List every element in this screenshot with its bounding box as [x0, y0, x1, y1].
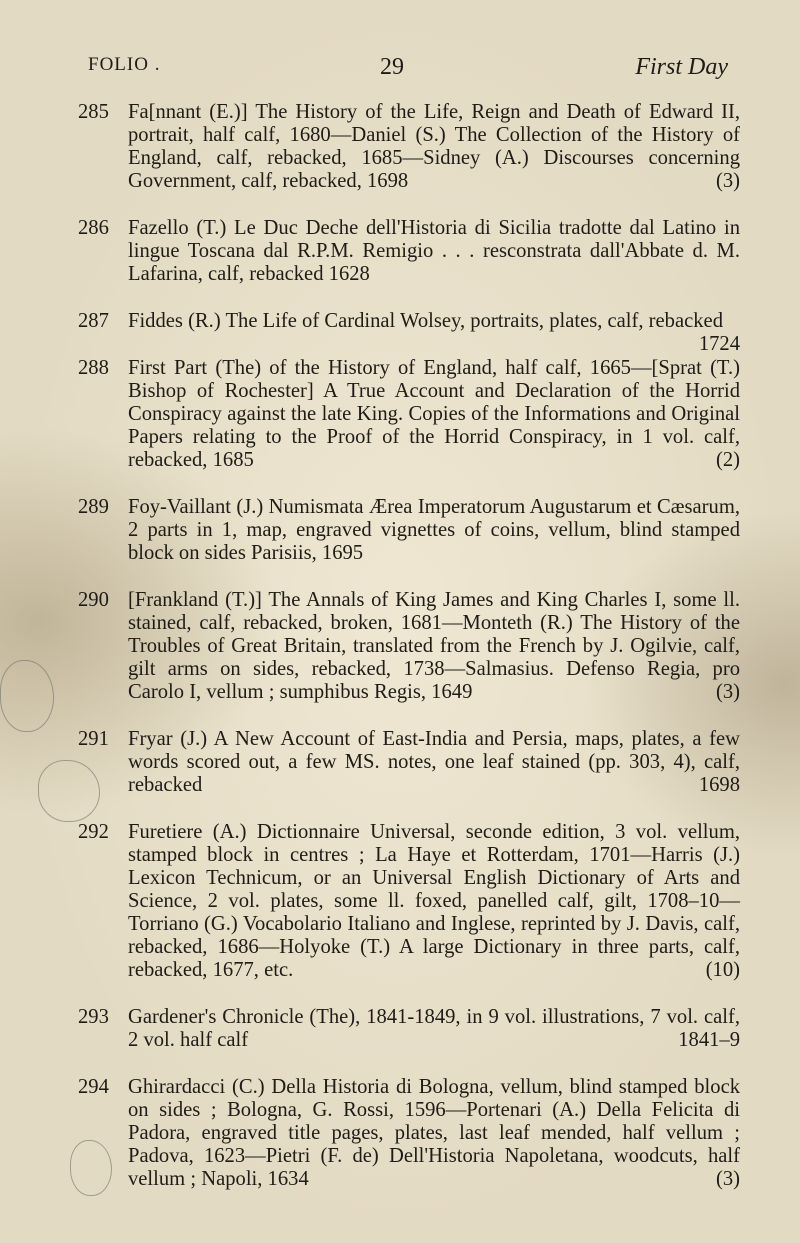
lot-entry [78, 101, 740, 193]
lot-entry [78, 310, 740, 355]
lot-entry [78, 1076, 740, 1191]
lot-description: Ghirardacci (C.) Della Historia di Bologna, vellum, blind stamped block on sides ; Bologna, G. Rossi, 1596—Portenari (A.) Della Felicita di Padora, engraved title pages, plates, last leaf mended, half vellum ; Padova, 1623—Pietri (F. de) Dell'Historia Napoletana, woodcuts, half vellum ; Napoli, 1634 [128, 1076, 740, 1190]
lot-description: Fryar (J.) A New Account of East-India and Persia, maps, plates, a few words scored out, a few MS. notes, one leaf stained (pp. 303, 4), calf, rebacked [128, 728, 740, 796]
lot-entry [78, 1006, 740, 1052]
lot-date: 1724 [698, 333, 740, 355]
lot-description: Fiddes (R.) The Life of Cardinal Wolsey, portraits, plates, calf, rebacked [128, 310, 723, 332]
lot-entry [78, 821, 740, 982]
lot-number: 288 [78, 357, 109, 379]
lot-entry [78, 357, 740, 472]
lot-description: [Frankland (T.)] The Annals of King James and King Charles I, some ll. stained, calf, rebacked, broken, 1681—Monteth (R.) The History of the Troubles of Great Britain, translated from the French by J. Ogilvie, calf, gilt arms on sides, rebacked, 1738—Salmasius. Defenso Regia, pro Carolo I, vellum ; sumphibus Regis, 1649 [128, 589, 740, 703]
lot-number: 290 [78, 589, 109, 611]
lot-entry [78, 589, 740, 704]
pencil-mark [70, 1140, 112, 1196]
lot-description: Furetiere (A.) Dictionnaire Universal, seconde edition, 3 vol. vellum, stamped block in centres ; La Haye et Rotterdam, 1701—Harris (J.) Lexicon Technicum, or an Universal English Dictionary of Arts and Science, 2 vol. plates, some ll. foxed, panelled calf, gilt, 1708–10—Torriano (G.) Vocabolario Italiano and Inglese, reprinted by J. Davis, calf, rebacked, 1686—Holyoke (T.) A large Dictionary in three parts, calf, rebacked, 1677, etc. [128, 821, 740, 981]
lot-description: Fazello (T.) Le Duc Deche dell'Historia di Sicilia tradotte dal Latino in lingue Toscana dal R.P.M. Remigio . . . resconstrata dall'Abbate d. M. Lafarina, calf, rebacked 1628 [128, 217, 740, 285]
sale-day: First Day [635, 54, 728, 80]
lot-number: 285 [78, 101, 109, 123]
lot-entry [78, 217, 740, 286]
folio-label: FOLIO . [88, 54, 161, 75]
pencil-mark [38, 760, 100, 822]
lot-number: 292 [78, 821, 109, 843]
lot-list [78, 101, 740, 1215]
lot-description: Foy-Vaillant (J.) Numismata Ærea Imperatorum Augustarum et Cæsarum, 2 parts in 1, map, engraved vignettes of coins, vellum, blind stamped block on sides Parisiis, 1695 [128, 496, 740, 564]
lot-count: (10) [705, 959, 740, 981]
lot-number: 289 [78, 496, 109, 518]
lot-count: (3) [715, 681, 740, 703]
page-header [88, 54, 728, 88]
lot-date: 1841–9 [678, 1029, 740, 1051]
lot-number: 291 [78, 728, 109, 750]
lot-count: (2) [715, 449, 740, 471]
lot-number: 286 [78, 217, 109, 239]
lot-entry [78, 496, 740, 565]
pencil-mark [0, 660, 54, 732]
lot-description: Gardener's Chronicle (The), 1841-1849, in 9 vol. illustrations, 7 vol. calf, 2 vol. half calf [128, 1006, 740, 1051]
lot-date: 1698 [698, 774, 740, 796]
lot-description: Fa[nnant (E.)] The History of the Life, Reign and Death of Edward II, portrait, half calf, 1680—Daniel (S.) The Collection of the History of England, calf, rebacked, 1685—Sidney (A.) Discourses concerning Government, calf, rebacked, 1698 [128, 101, 740, 192]
lot-count: (3) [715, 170, 740, 192]
lot-entry [78, 728, 740, 797]
page-number: 29 [380, 54, 404, 80]
lot-description: First Part (The) of the History of England, half calf, 1665—[Sprat (T.) Bishop of Rochester] A True Account and Declaration of the Horrid Conspiracy against the late King. Copies of the Informations and Original Papers relating to the Proof of the Horrid Conspiracy, in 1 vol. calf, rebacked, 1685 [128, 357, 740, 471]
lot-count: (3) [715, 1168, 740, 1190]
lot-number: 294 [78, 1076, 109, 1098]
lot-number: 287 [78, 310, 109, 332]
lot-number: 293 [78, 1006, 109, 1028]
